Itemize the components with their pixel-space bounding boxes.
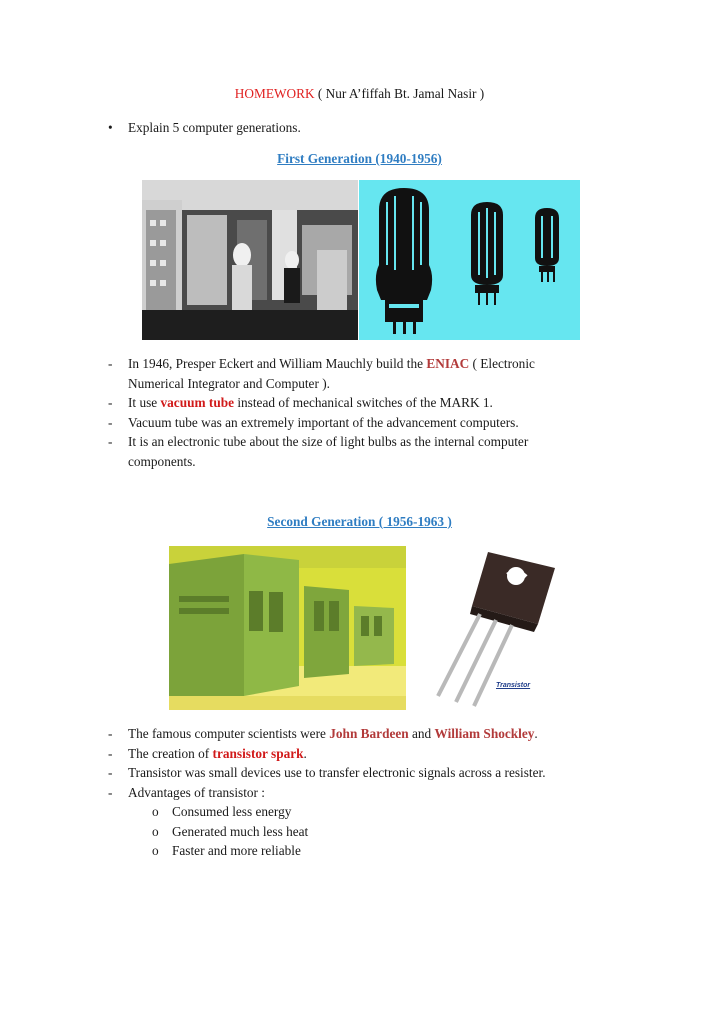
list-item bbox=[152, 822, 608, 842]
dash-marker: - bbox=[108, 434, 113, 449]
question-text: Explain 5 computer generations. bbox=[128, 120, 301, 135]
vacuum-tubes-drawing bbox=[359, 180, 580, 340]
list-item-text: Transistor was small devices use to transfer electronic signals across a resister. bbox=[128, 765, 546, 780]
circle-bullet-icon: o bbox=[152, 843, 159, 858]
list-item-text: . bbox=[303, 745, 307, 761]
list-item-text: and bbox=[408, 726, 435, 741]
dash-marker: - bbox=[108, 356, 113, 371]
dash-marker: - bbox=[108, 784, 113, 800]
page-title bbox=[0, 86, 719, 102]
transistor-image bbox=[430, 546, 560, 710]
highlight-eniac: ENIAC bbox=[426, 356, 470, 371]
list-item bbox=[108, 783, 608, 803]
dash-marker: - bbox=[108, 414, 113, 430]
list-item-text: instead of mechanical switches of the MARK 1. bbox=[234, 395, 493, 410]
eniac-photo bbox=[142, 180, 358, 340]
list-item-text: Advantages of transistor : bbox=[128, 784, 266, 800]
highlight-vacuum-tube: vacuum tube bbox=[160, 395, 235, 410]
list-item bbox=[108, 763, 608, 783]
list-item-text: ( Electronic Numerical Integrator and Computer ). bbox=[128, 356, 535, 391]
second-generation-list bbox=[108, 724, 608, 861]
advantage-text: Consumed less energy bbox=[172, 804, 292, 819]
list-item-text: It is an electronic tube about the size of light bulbs as the internal computer components. bbox=[128, 434, 529, 469]
highlight-william-shockley: William Shockley bbox=[434, 726, 535, 741]
bullet-icon: • bbox=[108, 120, 113, 135]
highlight-john-bardeen: John Bardeen bbox=[329, 726, 409, 741]
list-item bbox=[108, 393, 588, 413]
computer-cabinets-drawing bbox=[169, 546, 406, 710]
list-item-text: In 1946, Presper Eckert and William Mauchly build the bbox=[128, 356, 427, 371]
author-name: ( Nur A’fiffah Bt. Jamal Nasir ) bbox=[314, 86, 485, 101]
list-item bbox=[108, 432, 588, 471]
list-item bbox=[108, 354, 588, 393]
transistor-drawing bbox=[430, 546, 560, 710]
list-item-text: . bbox=[534, 726, 538, 741]
list-item-text: The creation of bbox=[128, 745, 213, 761]
advantage-text: Faster and more reliable bbox=[172, 843, 301, 858]
advantage-text: Generated much less heat bbox=[172, 823, 309, 839]
list-item bbox=[152, 841, 608, 861]
second-generation-heading: Second Generation ( 1956-1963 ) bbox=[267, 514, 452, 529]
list-item-text: It use bbox=[128, 395, 161, 410]
circle-bullet-icon: o bbox=[152, 804, 159, 819]
advantages-list bbox=[108, 802, 608, 861]
second-generation-computer-photo bbox=[169, 546, 406, 710]
homework-label: HOMEWORK bbox=[234, 86, 315, 101]
vacuum-tube-illustration bbox=[359, 180, 580, 340]
question-item bbox=[108, 120, 301, 136]
dash-marker: - bbox=[108, 745, 113, 761]
dash-marker: - bbox=[108, 395, 113, 410]
list-item bbox=[108, 413, 588, 433]
transistor-caption: Transistor bbox=[496, 682, 531, 689]
circle-bullet-icon: o bbox=[152, 823, 159, 839]
dash-marker: - bbox=[108, 765, 113, 780]
first-generation-heading: First Generation (1940-1956) bbox=[277, 151, 442, 166]
dash-marker: - bbox=[108, 726, 113, 741]
list-item bbox=[152, 802, 608, 822]
list-item bbox=[108, 724, 608, 744]
first-generation-list bbox=[108, 354, 588, 471]
eniac-photo-drawing bbox=[142, 180, 358, 340]
list-item-text: Vacuum tube was an extremely important of the advancement computers. bbox=[128, 414, 519, 430]
highlight-transistor-spark: transistor spark bbox=[212, 745, 304, 761]
list-item-text: The famous computer scientists were bbox=[128, 726, 330, 741]
list-item bbox=[108, 744, 608, 764]
